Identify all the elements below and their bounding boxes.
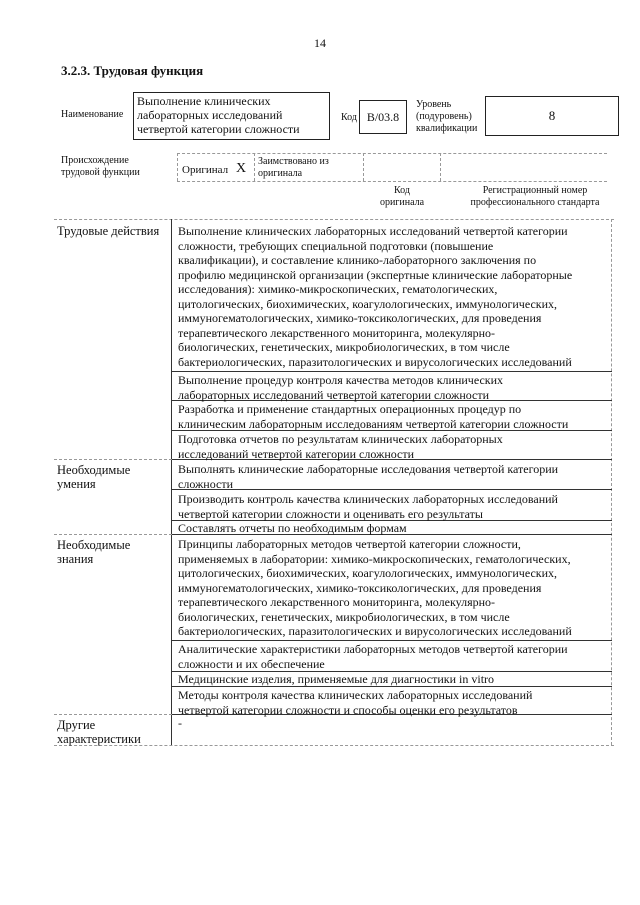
level-label [416,99,477,135]
text-line: Медицинские изделия, применяемые для диагностики in vitro [178,672,495,686]
original-mark: X [236,161,247,176]
text-line: Выполнение процедур контроля качества методов клинических [178,373,504,387]
list-item [178,492,606,521]
origin-table-border [363,153,364,181]
level-value-box: 8 [485,96,619,136]
function-name-box [133,92,330,140]
text-line: применяемых в лаборатории: химико-микроскопических, гематологических, [178,551,571,566]
text-line: терапевтического лекарственного мониторинга, молекулярно- [178,595,496,609]
text-line: Составлять отчеты по необходимым формам [178,521,407,535]
origin-table-top-border [177,153,607,154]
list-item [178,688,606,717]
list-item [178,462,606,491]
text-line: биологических, генетических, микробиологических, в том числе [178,609,510,624]
text-line: - [178,716,182,730]
code-label: Код [341,112,357,123]
level-label-line: (подуровень) [416,111,472,122]
origin-table-border [440,153,441,181]
list-item [178,716,606,731]
text-line: профилю медицинской организации (экспертные клинические лабораторные [178,267,573,282]
function-name-line: Выполнение клинических [137,94,271,108]
code-original-line: Код [394,185,410,196]
text-line: Разработка и применение стандартных операционных процедур по [178,402,522,416]
table-top-border [54,219,614,220]
table-right-border [611,219,612,745]
borrowed-label-line: Заимствовано из [258,156,329,167]
text-line: четвертой категории сложности и способы оценки его результатов [178,702,518,717]
list-item [178,373,606,402]
text-line: клиническим лабораторным исследованиям четвертой категории сложности [178,416,569,431]
text-line: исследований четвертой категории сложности [178,446,415,461]
table-column-divider [171,219,172,745]
function-name-line: четвертой категории сложности [137,122,300,136]
list-item [178,224,606,369]
text-line: Производить контроль качества клинических лабораторных исследований [178,492,558,506]
origin-table-border [177,153,178,181]
row-separator [54,459,172,460]
list-item [178,537,606,639]
text-line: цитологических, биохимических, коагулологических, иммунологических, [178,566,558,580]
text-line: Методы контроля качества клинических лабораторных исследований [178,688,533,702]
code-value-box: B/03.8 [359,100,407,134]
row-label-actions: Трудовые действия [57,224,160,238]
list-item [178,642,606,671]
list-item [178,521,606,536]
row-separator [54,534,172,535]
borrowed-label-line: оригинала [258,168,303,179]
item-separator [172,371,612,372]
function-name-line: лабораторных исследований [137,108,283,122]
row-label-skills: Необходимые умения [57,463,131,491]
list-item [178,402,606,431]
list-item [178,432,606,461]
text-line: четвертой категории сложности и оценивать его результаты [178,506,483,521]
text-line: сложности, требующих специальной подготовки (повышение [178,238,494,253]
text-line: Выполнение клинических лабораторных исследований четвертой категории [178,224,568,238]
text-line: биологических, генетических, микробиологических, в том числе [178,340,510,354]
code-original-line: оригинала [379,197,425,208]
level-label-line: квалификации [416,123,478,134]
text-line: терапевтического лекарственного мониторинга, молекулярно- [178,325,496,340]
reg-number-line: профессионального стандарта [470,197,600,208]
borrowed-label [258,156,329,180]
text-line: Принципы лабораторных методов четвертой категории сложности, [178,537,521,551]
row-label-other: Другие характеристики [57,718,141,746]
text-line: сложности [178,476,234,491]
text-line: иммуногематологических, химико-токсикологических, для проведения [178,311,542,325]
origin-label [61,155,140,179]
code-original-label [370,185,434,209]
original-label: Оригинал [182,164,229,176]
row-separator [54,714,172,715]
section-title: 3.2.3. Трудовая функция [61,63,204,78]
list-item [178,672,606,687]
origin-label-line: трудовой функции [61,167,140,178]
level-label-line: Уровень [416,99,452,110]
item-separator [172,640,612,641]
text-line: цитологических, биохимических, коагулологических, иммунологических, [178,296,558,311]
page-number: 14 [314,36,326,50]
origin-table-bottom-border [177,181,607,182]
text-line: лабораторных исследований четвертой категории сложности [178,387,490,402]
reg-number-line: Регистрационный номер [482,185,588,196]
origin-table-border [254,153,255,181]
reg-number-label [450,185,620,209]
text-line: бактериологических, паразитологических и вирусологических исследований [178,354,572,369]
text-line: сложности и их обеспечение [178,656,325,671]
text-line: Подготовка отчетов по результатам клинических лабораторных [178,432,503,446]
origin-label-line: Происхождение [61,155,129,166]
row-label-knowledge: Необходимые знания [57,538,131,566]
text-line: квалификации), и составление клинико-лабораторного заключения по [178,253,537,267]
text-line: Аналитические характеристики лабораторных методов четвертой категории [178,642,568,656]
text-line: иммуногематологических, химико-токсикологических, для проведения [178,580,542,595]
text-line: исследования): химико-микроскопических, гематологических, [178,282,498,296]
text-line: Выполнять клинические лабораторные исследования четвертой категории [178,462,559,476]
text-line: бактериологических, паразитологических и вирусологических исследований [178,624,572,638]
name-label: Наименование [61,109,124,120]
